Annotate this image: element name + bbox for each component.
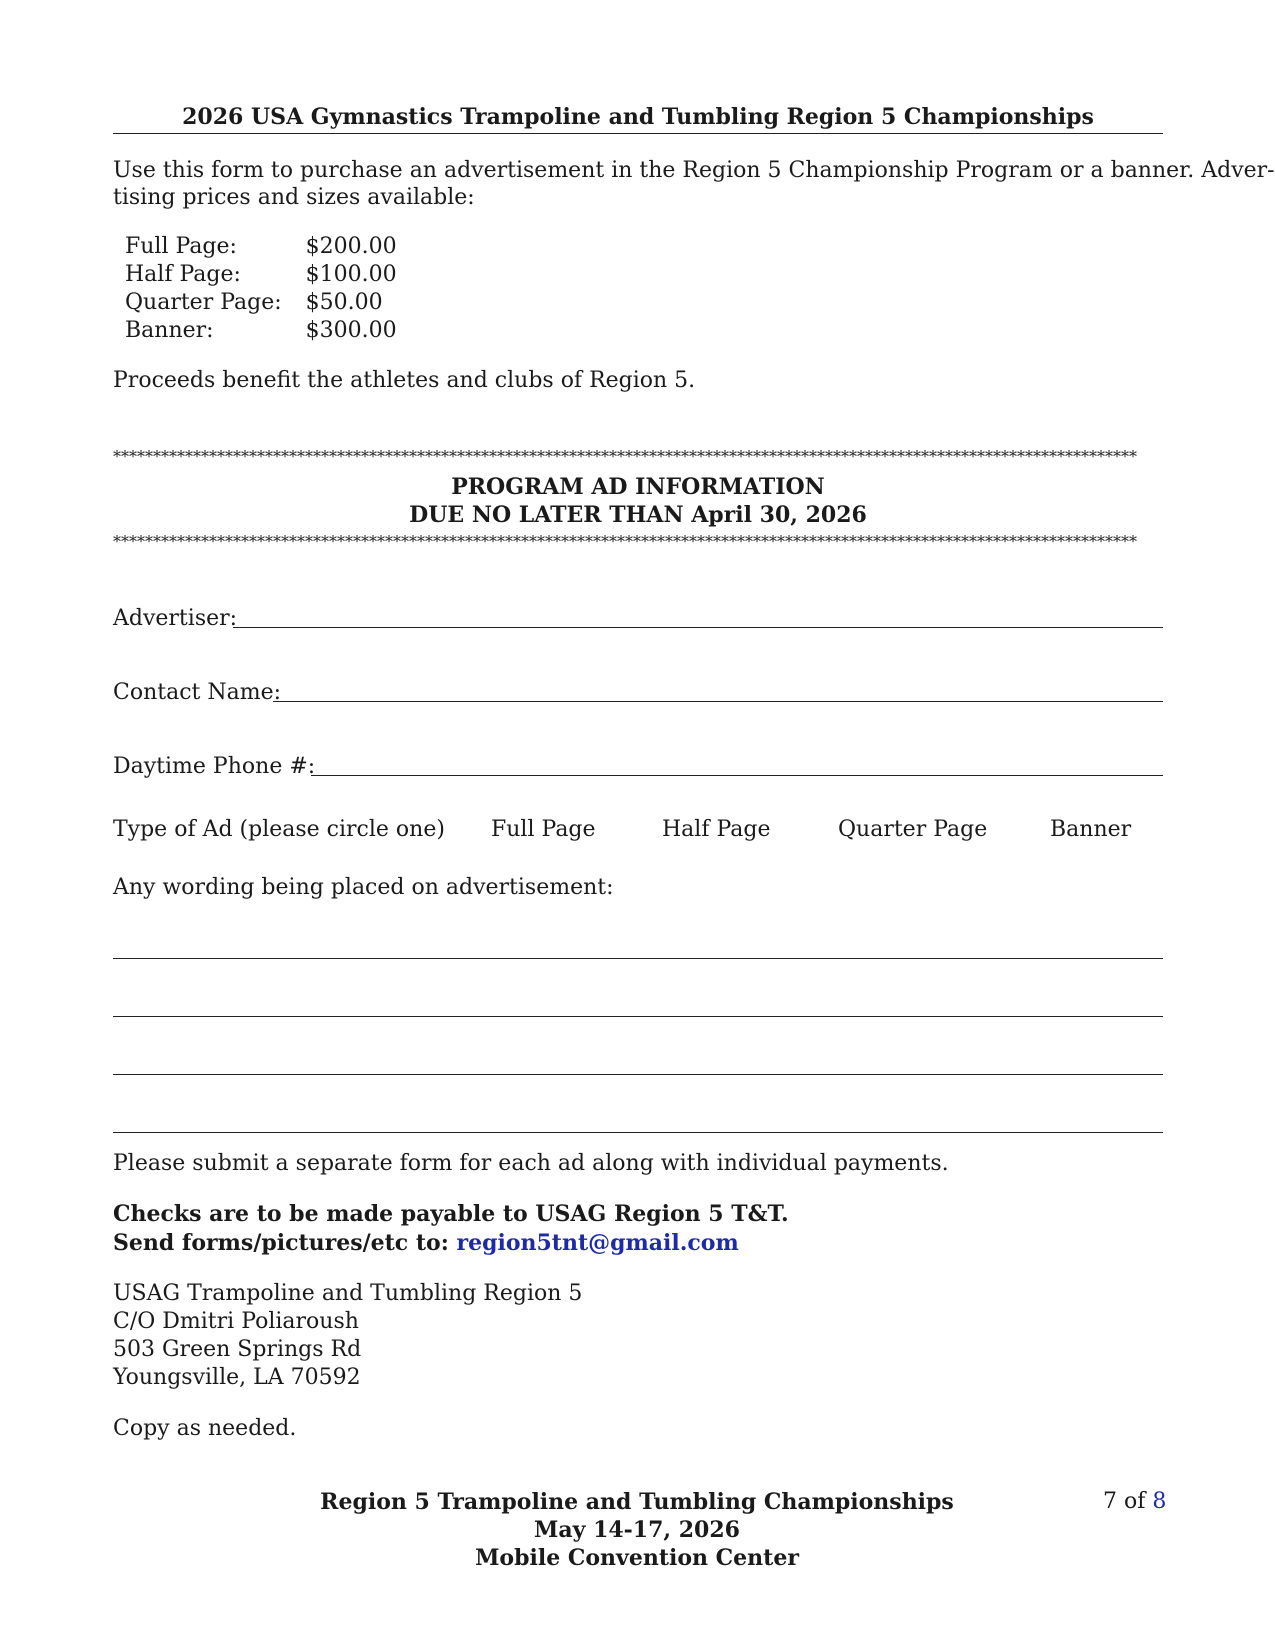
intro-line-1: Use this form to purchase an advertisement in the Region 5 Championship Program or a banner. Adver- xyxy=(113,158,1275,183)
wording-line-1[interactable] xyxy=(113,958,1163,959)
price-row xyxy=(125,261,421,289)
copy-note: Copy as needed. xyxy=(113,1416,297,1441)
ad-type-option-full-page[interactable]: Full Page xyxy=(491,817,596,842)
price-label: Quarter Page: xyxy=(125,290,282,315)
price-value: $100.00 xyxy=(305,262,397,287)
address-line-2: C/O Dmitri Poliaroush xyxy=(113,1309,359,1334)
proceeds-text: Proceeds benefit the athletes and clubs of Region 5. xyxy=(113,368,696,393)
price-label: Half Page: xyxy=(125,262,241,287)
star-divider-bottom: ******************************************************************************************************************************** xyxy=(113,534,1137,550)
price-table xyxy=(125,233,421,345)
phone-field[interactable] xyxy=(311,775,1163,776)
price-label: Full Page: xyxy=(125,234,237,259)
price-value: $50.00 xyxy=(305,290,383,315)
contact-name-field[interactable] xyxy=(273,701,1163,702)
footer-line-3: Mobile Convention Center xyxy=(475,1545,799,1571)
intro-line-2: tising prices and sizes available: xyxy=(113,185,475,210)
ad-type-option-half-page[interactable]: Half Page xyxy=(662,817,771,842)
price-value: $300.00 xyxy=(305,318,397,343)
price-value: $200.00 xyxy=(305,234,397,259)
footer-line-1: Region 5 Trampoline and Tumbling Championships xyxy=(320,1489,954,1515)
price-row xyxy=(125,317,421,345)
star-divider-top: ******************************************************************************************************************************** xyxy=(113,449,1137,465)
wording-label: Any wording being placed on advertisement: xyxy=(113,875,614,900)
section-due xyxy=(113,501,1163,529)
advertiser-label: Advertiser: xyxy=(113,606,238,631)
advertiser-field[interactable] xyxy=(233,627,1163,628)
due-prefix: DUE NO LATER THAN xyxy=(409,502,684,528)
wording-line-3[interactable] xyxy=(113,1074,1163,1075)
address-line-3: 503 Green Springs Rd xyxy=(113,1337,362,1362)
price-row xyxy=(125,233,421,261)
page-total-link[interactable]: 8 xyxy=(1152,1489,1167,1514)
send-prefix: Send forms/pictures/etc to: xyxy=(113,1230,449,1256)
separate-form-note: Please submit a separate form for each ad along with individual payments. xyxy=(113,1151,949,1176)
page-of: of xyxy=(1124,1489,1146,1514)
checks-payable-note: Checks are to be made payable to USAG Region 5 T&T. xyxy=(113,1201,789,1227)
page-number xyxy=(1103,1488,1166,1516)
price-row xyxy=(125,289,421,317)
footer-line-2: May 14-17, 2026 xyxy=(534,1517,740,1543)
ad-type-option-quarter-page[interactable]: Quarter Page xyxy=(838,817,988,842)
due-date: April 30, 2026 xyxy=(691,502,867,528)
page-current: 7 xyxy=(1103,1489,1117,1514)
price-label: Banner: xyxy=(125,318,214,343)
wording-line-2[interactable] xyxy=(113,1016,1163,1017)
ad-type-option-banner[interactable]: Banner xyxy=(1050,817,1132,842)
section-title: PROGRAM AD INFORMATION xyxy=(451,474,825,500)
phone-label: Daytime Phone #: xyxy=(113,754,316,779)
page-header-title: 2026 USA Gymnastics Trampoline and Tumbling Region 5 Championships xyxy=(182,104,1094,130)
email-link[interactable]: region5tnt@gmail.com xyxy=(456,1230,739,1256)
header-rule xyxy=(113,133,1163,134)
contact-name-label: Contact Name: xyxy=(113,680,282,705)
address-line-1: USAG Trampoline and Tumbling Region 5 xyxy=(113,1281,583,1306)
wording-line-4[interactable] xyxy=(113,1132,1163,1133)
address-line-4: Youngsville, LA 70592 xyxy=(113,1365,361,1390)
send-forms-line xyxy=(113,1229,739,1257)
ad-type-label: Type of Ad (please circle one) xyxy=(113,817,445,842)
